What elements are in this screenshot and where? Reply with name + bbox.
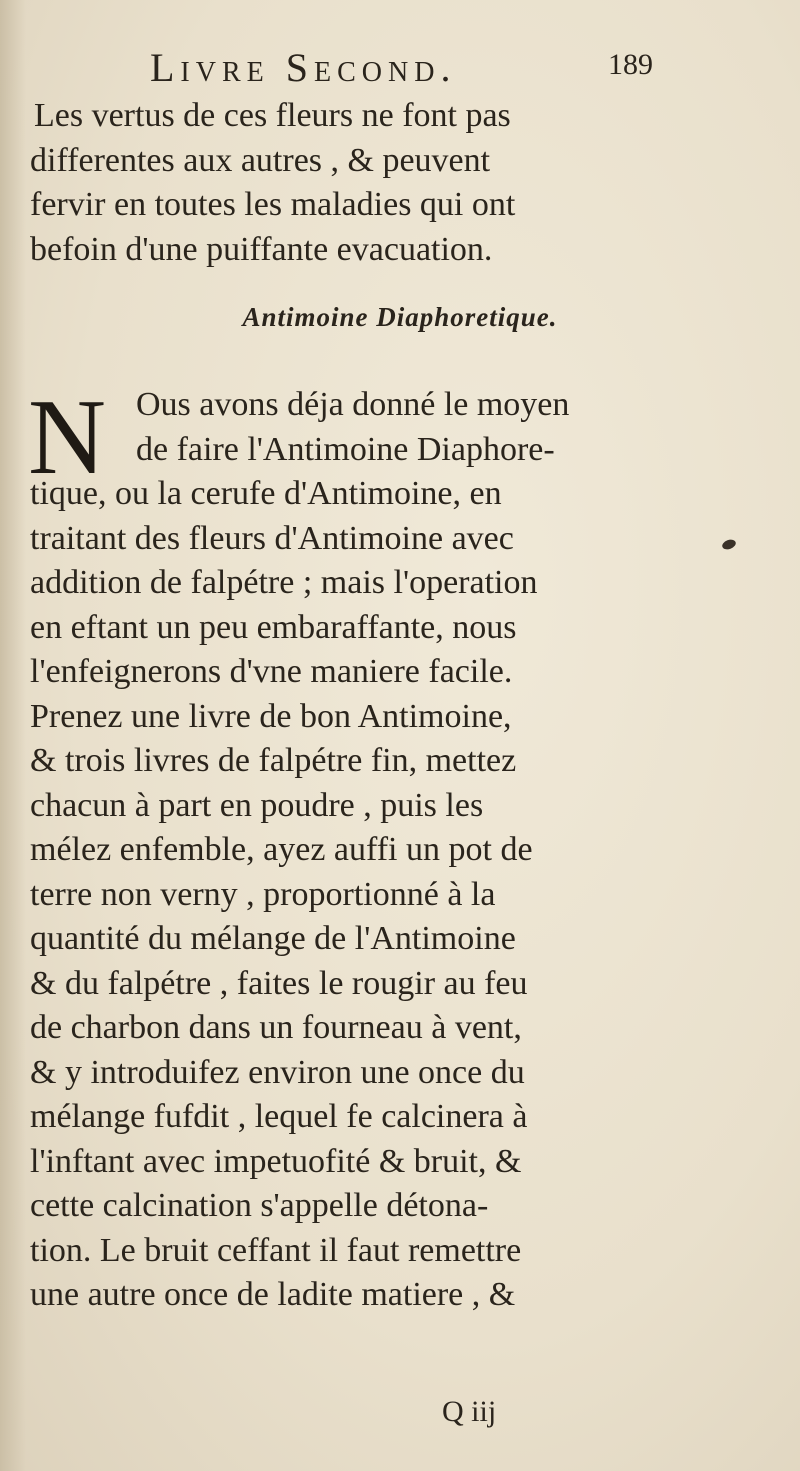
- text-line: de charbon dans un fourneau à vent,: [30, 1009, 522, 1046]
- signature-mark: Q iij: [442, 1395, 497, 1428]
- text-line: & y introduifez environ une once du: [30, 1053, 525, 1091]
- text-line: mélange fufdit , lequel fe calcinera à: [30, 1098, 528, 1135]
- text-line: Les vertus de ces fleurs ne font pas: [34, 97, 511, 134]
- text-line: differentes aux autres , & peuvent: [30, 141, 491, 179]
- drop-cap: N: [28, 378, 106, 497]
- gutter-shadow: [0, 0, 26, 1471]
- text-line: Prenez une livre de bon Antimoine,: [30, 697, 512, 735]
- text-line: chacun à part en poudre , puis les: [30, 786, 484, 824]
- text-line: & du falpétre , faites le rougir au feu: [30, 964, 528, 1002]
- text-line: de faire l'Antimoine Diaphore-: [136, 430, 555, 468]
- page-number: 189: [608, 48, 653, 81]
- text-line: fervir en toutes les maladies qui ont: [30, 186, 516, 223]
- text-line: addition de falpétre ; mais l'operation: [30, 564, 538, 601]
- page-header: [0, 44, 800, 94]
- text-line: tion. Le bruit ceffant il faut remettre: [30, 1231, 522, 1269]
- paragraph-one: [30, 94, 774, 272]
- paragraph-two: [28, 378, 774, 1318]
- text-line: l'enfeignerons d'vne maniere facile.: [30, 653, 513, 690]
- text-line: quantité du mélange de l'Antimoine: [30, 920, 516, 957]
- text-line: l'inftant avec impetuofité & bruit, &: [30, 1142, 522, 1180]
- text-line: traitant des fleurs d'Antimoine avec: [30, 519, 514, 557]
- text-line: tique, ou la cerufe d'Antimoine, en: [30, 475, 502, 512]
- text-line: cette calcination s'appelle détona-: [30, 1187, 489, 1224]
- text-line: terre non verny , proportionné à la: [30, 875, 496, 913]
- text-line: en eftant un peu embaraffante, nous: [30, 608, 517, 646]
- text-line: & trois livres de falpétre fin, mettez: [30, 742, 517, 779]
- running-title: Livre Second.: [150, 45, 457, 90]
- text-line: mélez enfemble, ayez auffi un pot de: [30, 831, 533, 868]
- text-line: une autre once de ladite matiere , &: [30, 1276, 516, 1313]
- section-subtitle: Antimoine Diaphoretique.: [242, 302, 558, 332]
- text-line: befoin d'une puiffante evacuation.: [30, 230, 493, 268]
- text-line: Ous avons déja donné le moyen: [136, 386, 570, 423]
